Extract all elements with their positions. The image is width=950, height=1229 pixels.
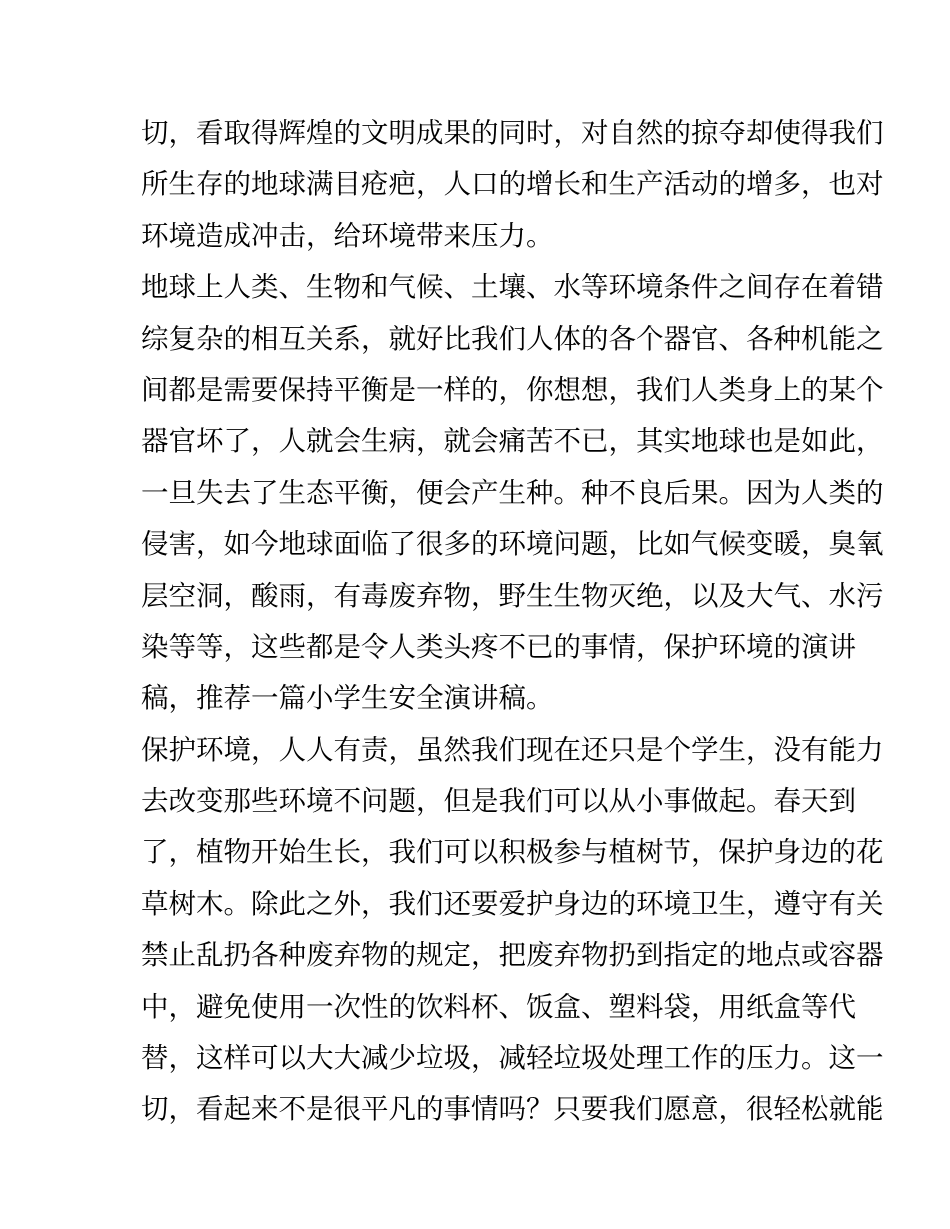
text-line: 侵害，如今地球面临了很多的环境问题，比如气候变暖，臭氧 [141,528,884,561]
text-line: 稿，推荐一篇小学生安全演讲稿。 [141,682,554,715]
text-line: 器官坏了，人就会生病，就会痛苦不已，其实地球也是如此， [141,425,884,458]
text-line: 层空洞，酸雨，有毒废弃物，野生生物灭绝，以及大气、水污 [141,579,884,612]
text-line: 了，植物开始生长，我们可以积极参与植树节，保护身边的花 [141,836,884,869]
text-line: 禁止乱扔各种废弃物的规定，把废弃物扔到指定的地点或容器 [141,939,884,972]
text-line: 中，避免使用一次性的饮料杯、饭盒、塑料袋，用纸盒等代 [141,990,856,1023]
text-line: 染等等，这些都是令人类头疼不已的事情，保护环境的演讲 [141,630,856,663]
text-line: 地球上人类、生物和气候、土壤、水等环境条件之间存在着错 [141,271,884,304]
text-line: 综复杂的相互关系，就好比我们人体的各个器官、各种机能之 [141,322,884,355]
text-line: 环境造成冲击，给环境带来压力。 [141,219,554,252]
text-line: 切，看起来不是很平凡的事情吗？只要我们愿意，很轻松就能 [141,1093,884,1126]
text-line: 所生存的地球满目疮疤，人口的增长和生产活动的增多，也对 [141,168,884,201]
text-line: 切，看取得辉煌的文明成果的同时，对自然的掠夺却使得我们 [141,117,884,149]
text-line: 替，这样可以大大减少垃圾，减轻垃圾处理工作的压力。这一 [141,1042,884,1075]
text-line: 保护环境，人人有责，虽然我们现在还只是个学生，没有能力 [141,733,884,766]
text-line: 间都是需要保持平衡是一样的，你想想，我们人类身上的某个 [141,373,884,406]
text-line: 一旦失去了生态平衡，便会产生种。种不良后果。因为人类的 [141,476,884,509]
text-line: 去改变那些环境不问题，但是我们可以从小事做起。春天到 [141,785,856,818]
body-text [141,108,884,1136]
text-line: 草树木。除此之外，我们还要爱护身边的环境卫生，遵守有关 [141,887,884,920]
